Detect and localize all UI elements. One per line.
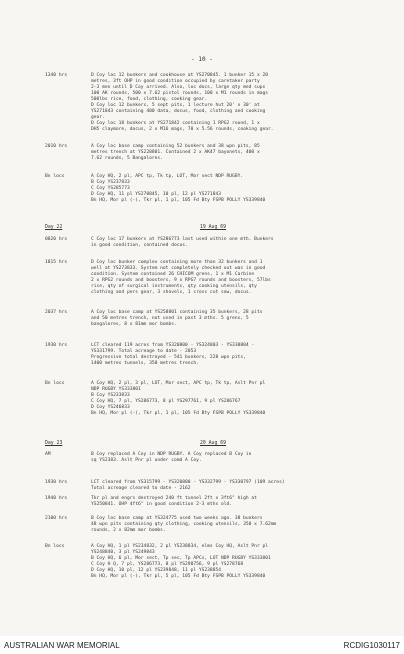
- entry-time: AM: [45, 452, 51, 457]
- entry-line: A Coy loc base camp containing 52 bunkers and 38 wpn pits, 85: [91, 144, 260, 149]
- entry-line: well at YS273833. System not completely checked out was in good: [91, 266, 266, 272]
- entry-line: in good condition, contained docus.: [91, 243, 188, 249]
- entry-line: D Coy HQ, 10 pl, 12 pl YS239848, 11 pl YS238854: [91, 568, 221, 574]
- entry-line: rice, qty of surgical instruments, qty cooking utensils, qty: [91, 284, 257, 290]
- entry-line: C Coy loc 17 bunkers at YS286773 last used within one mth. Bunkers: [91, 237, 274, 242]
- entry-line: A Coy HQ, 2 pl, 3 pl, LOT, Mor sect, APC tp, Tk tp, Aslt Pnr pl: [91, 381, 266, 386]
- page-number: - 10 -: [191, 56, 213, 63]
- footer-source: AUSTRALIAN WAR MEMORIAL: [4, 641, 120, 650]
- date-label: 20 Aug 69: [200, 441, 226, 446]
- entry-text: [91, 343, 391, 367]
- entry-line: D Coy loc 12 bunkers and cookhouse at YS270845. 1 bunker 15 x 20: [91, 73, 269, 78]
- entry-line: C Coy HQ, 7 pl, YS286773, 8 pl YS297761, 9 pl YS286767: [91, 399, 241, 405]
- entry-line: LCT cleared 119 acres from YS320800 - YS324803 - YS330804 -: [91, 343, 255, 348]
- entry-text: [91, 237, 391, 249]
- entry-time: Bn locs: [45, 544, 65, 549]
- entry-line: rounds, 2 x 82mm mor bombs.: [91, 528, 166, 534]
- entry-line: D Coy HQ, 11 pl YS270845, 10 pl, 12 pl YS271843: [91, 192, 221, 198]
- entry-line: Bn HQ, Mor pl (-), Tkr pl, 5 pl, 105 Fd Bty FSPB POLLY YS339840: [91, 574, 266, 580]
- entry-text: [91, 452, 391, 464]
- entry-text: [91, 496, 391, 508]
- entry-line: 48 wpn pits containing qty clothing, cooking utensils, 350 x 7.62mm: [91, 522, 277, 528]
- entry-line: D Coy loc 12 bunkers, 5 sept pits, 1 lecture hut 20' x 30' at: [91, 103, 260, 109]
- entry-time: 1930 hrs: [45, 480, 68, 485]
- entry-line: C Coy H Q, 7 pl, YS286773, 8 pl YS290756, 9 pl YS278768: [91, 562, 244, 568]
- entry-line: clothing and pers gear, 3 shovels, 1 cross cut saw, docus.: [91, 290, 252, 296]
- entry-line: 7.62 rounds, 5 Bangalores.: [91, 156, 163, 162]
- entry-line: DH5 claymore, docus, 2 x M16 mags, 70 x 5.56 rounds, cooking gear.: [91, 127, 274, 133]
- entry-time: 2037 hrs: [45, 310, 68, 315]
- entry-line: YS248840, 3 pl YS249843: [91, 550, 155, 556]
- entry-text: [91, 516, 391, 534]
- entry-line: gear.: [91, 115, 105, 121]
- day-label: Day 23: [45, 441, 63, 446]
- entry-text: [91, 174, 391, 204]
- entry-text: [91, 544, 391, 580]
- date-label: 19 Aug 69: [200, 225, 226, 230]
- entry-line: 2-3 men until D Coy arrived. Also, loc docs, large qty med sups: [91, 85, 266, 91]
- entry-text: [91, 260, 391, 296]
- entry-line: 500lbs rice, food, clothing, cooking gear.: [91, 97, 208, 103]
- entry-line: A Coy loc base camp at YS258801 containing 35 bunkers, 28 pits: [91, 310, 263, 315]
- entry-time: 0820 hrs: [45, 237, 68, 242]
- entry-line: B Coy HQ, 6 pl, Mor sect, Tp sec, Tp APCs, LOT NDP RUGBY YS333801: [91, 556, 271, 562]
- entry-line: A Coy HQ, 2 pl, APC tp, Tk tp, LOT, Mor sect NDP RUGBY.: [91, 174, 244, 179]
- entry-time: 1815 hrs: [45, 260, 68, 265]
- entry-line: B Coy YS233833: [91, 393, 130, 399]
- entry-time: 1930 hrs: [45, 343, 68, 348]
- entry-text: [91, 381, 391, 417]
- entry-line: D Coy YS246833: [91, 405, 130, 411]
- entry-time: Bn locs: [45, 381, 65, 386]
- entry-time: 1940 hrs: [45, 496, 68, 501]
- entry-text: [91, 310, 391, 328]
- entry-line: YS250841. OHP 4ft6" in good condition 2-3 mths old.: [91, 502, 233, 508]
- entry-line: LCT cleared from YS315799 - YS320800 - YS332799 - YS330797 (109 acres): [91, 480, 285, 485]
- entry-line: Total acreage cleared to date - 2162: [91, 486, 191, 492]
- entry-line: D Coy loc 18 bunkers at YS271842 containing 1 RPG2 round, 1 x: [91, 121, 260, 127]
- footer-reference: RCDIG1030117: [343, 641, 400, 650]
- entry-line: Progressive total destroyed - 541 bunkers, 228 wpn pits,: [91, 355, 246, 361]
- entry-line: Bn HQ, Mor pl (-), Tkr pl, 1 pl, 105 Fd Bty FSPB POLLY YS339840: [91, 198, 266, 204]
- entry-line: YS331799. Total acreage to date - 2053: [91, 349, 197, 355]
- entry-line: NDP RUGBY YS333801: [91, 387, 141, 393]
- entry-line: B Coy loc base camp at YS324775 used two weeks ago. 38 bunkers: [91, 516, 263, 521]
- entry-text: [91, 144, 391, 162]
- day-label: Day 22: [45, 225, 63, 230]
- entry-time: 2010 hrs: [45, 144, 68, 149]
- entry-line: Bn HQ, Mor pl (-), Tkr pl, 1 pl, 105 Fd Bty FSPB POLLY YS339840: [91, 411, 266, 417]
- entry-line: D Coy loc bunker complex containing more than 32 bunkers and 1: [91, 260, 263, 265]
- entry-line: metres, 3ft OHP in good condition occupied by caretaker party: [91, 79, 260, 85]
- entry-text: [91, 480, 391, 492]
- entry-line: B Coy replaced A Coy in NDP RUGBY. A Coy replaced B Coy in: [91, 452, 252, 457]
- entry-text: [91, 73, 391, 133]
- entry-line: Tkr pl and engrs destroyed 240 ft tunnel 2ft x 3ft6" high at: [91, 496, 257, 501]
- entry-time: Bn locs: [45, 174, 65, 179]
- entry-line: 100 AK rounds, 500 x 7.62 pistol rounds, 100 x M1 rounds in mags: [91, 91, 269, 97]
- entry-line: YS271843 containing 400 data, docus, food, clothing and cooking: [91, 109, 266, 115]
- entry-line: metres trench at YS228801. Contained 2 x AK47 bayonets, 400 x: [91, 150, 260, 156]
- entry-line: 1400 metres tunnels, 350 metres trench.: [91, 361, 199, 367]
- entry-line: sq YS2383. Aslt Pnr pl under comd A Coy.: [91, 458, 202, 464]
- entry-line: 2 x RPG2 rounds and boosters, 9 x RPG7 rounds and boosters, 57lbs: [91, 278, 271, 284]
- entry-line: B Coy YS237833: [91, 180, 130, 186]
- entry-time: 1340 hrs: [45, 73, 68, 78]
- entry-line: condition. System contained 26 CHICOM grens, 1 x M1 Carbine: [91, 272, 255, 278]
- entry-line: A Coy HQ, 1 pl YS234832, 2 pl YS238834, elms Coy HQ, Aslt Pnr pl: [91, 544, 269, 549]
- entry-line: bangalores, 8 x 81mm mor bombs.: [91, 322, 177, 328]
- entry-line: C Coy YS285773: [91, 186, 130, 192]
- entry-time: 2100 hrs: [45, 516, 68, 521]
- entry-line: and 50 metres trench, not used in past 3 mths. 5 grens, 5: [91, 316, 249, 322]
- archive-footer: [0, 636, 404, 654]
